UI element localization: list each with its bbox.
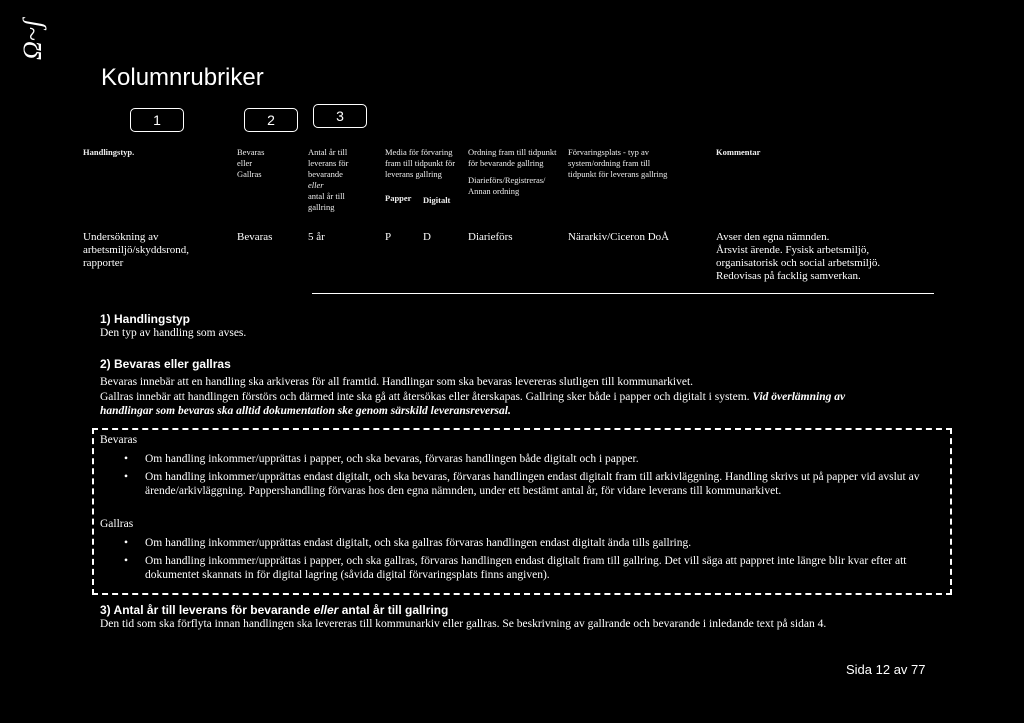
list-item: • Om handling inkommer/upprättas endast digitalt, och ska bevaras, förvaras handlingen endast digitalt fram till arkivläggning. Handling skrivs ut på papper vid avslut av ärende/arkivläggning. Pappershandling förvaras hos den egna nämnden, under ett bestämt antal år, för vidare leverans till kommunarkivet. xyxy=(120,470,920,499)
row-antal: 5 år xyxy=(308,231,325,243)
header-kommentar: Kommentar xyxy=(716,147,761,157)
row-digitalt: D xyxy=(423,231,431,243)
logo-signature: Ω~ʃ xyxy=(18,19,47,60)
section-antal-ar: 3) Antal år till leverans för bevarande eller antal år till gallring Den tid som ska förflyta innan handlingen ska levereras till kommunarkiv eller gallras. Se beskrivning av gallrande och bevarande i inledande text på sidan 4. xyxy=(100,603,827,630)
gallras-label: Gallras xyxy=(100,518,134,530)
list-item: • Om handling inkommer/upprättas i papper, och ska gallras, förvaras handlingen endast digitalt fram till gallring. Det vill säga att pappret inte längre blir kvar efter att dokumentet skannats in för digital lagring (såvida digital förvaringsplats finns angiven). xyxy=(120,554,940,583)
section-bevaras-gallras: 2) Bevaras eller gallras Bevaras innebär att en handling ska arkiveras för all framtid. Handlingar som ska bevaras levereras slutligen till kommunarkivet. Gallras innebär att handlingen förstörs och därmed inte ska gå att återsökas eller återskapas. Gallring sker både i papper och digitalt i system. Vid överlämning av handlingar som bevaras ska alltid dokumentation ske genom särskild leveransreversal. xyxy=(100,357,846,417)
header-bevaras: Bevaras eller Gallras xyxy=(237,147,265,179)
column-number-box-1: 1 xyxy=(130,108,184,132)
row-forvaring: Närarkiv/Ciceron DoÅ xyxy=(568,231,670,243)
row-kommentar: Avser den egna nämnden. Årsvist ärende. Fysisk arbetsmiljö, organisatorisk och social arbetsmiljö. Redovisas på facklig samverkan. xyxy=(716,231,881,282)
header-antal: Antal år till leverans för bevarande eller antal år till gallring xyxy=(308,147,349,212)
header-papper: Papper xyxy=(385,193,412,203)
list-item: • Om handling inkommer/upprättas endast digitalt, och ska gallras förvaras handlingen endast digitalt ända tills gallring. xyxy=(120,536,940,551)
row-papper: P xyxy=(385,231,392,243)
header-media: Media för förvaring fram till tidpunkt för leverans gallring xyxy=(385,147,456,179)
row-bevaras: Bevaras xyxy=(237,231,273,243)
page-number: Sida 12 av 77 xyxy=(846,662,926,677)
row-divider xyxy=(312,293,934,294)
header-forvaring: Förvaringsplats - typ av system/ordning fram till tidpunkt för leverans gallring xyxy=(568,147,668,179)
header-ordning: Ordning fram till tidpunkt för bevarande gallring xyxy=(468,147,557,168)
header-digitalt: Digitalt xyxy=(423,195,451,205)
list-item: • Om handling inkommer/upprättas i papper, och ska bevaras, förvaras handlingen både digitalt och i papper. xyxy=(120,452,920,467)
bevaras-list xyxy=(120,452,920,502)
section-handlingstyp: 1) Handlingstyp Den typ av handling som avses. xyxy=(100,312,247,339)
header-handlingstyp: Handlingstyp. xyxy=(83,147,135,157)
page-title: Kolumnrubriker xyxy=(101,64,264,91)
row-handlingstyp: Undersökning av arbetsmiljö/skyddsrond, rapporter xyxy=(83,231,190,269)
gallras-list xyxy=(120,536,940,586)
column-number-box-3: 3 xyxy=(313,104,367,128)
row-ordning: Diarieförs xyxy=(468,231,513,243)
bevaras-label: Bevaras xyxy=(100,434,138,446)
column-number-box-2: 2 xyxy=(244,108,298,132)
header-diarie: Diarieförs/Registreras/ Annan ordning xyxy=(468,175,546,196)
